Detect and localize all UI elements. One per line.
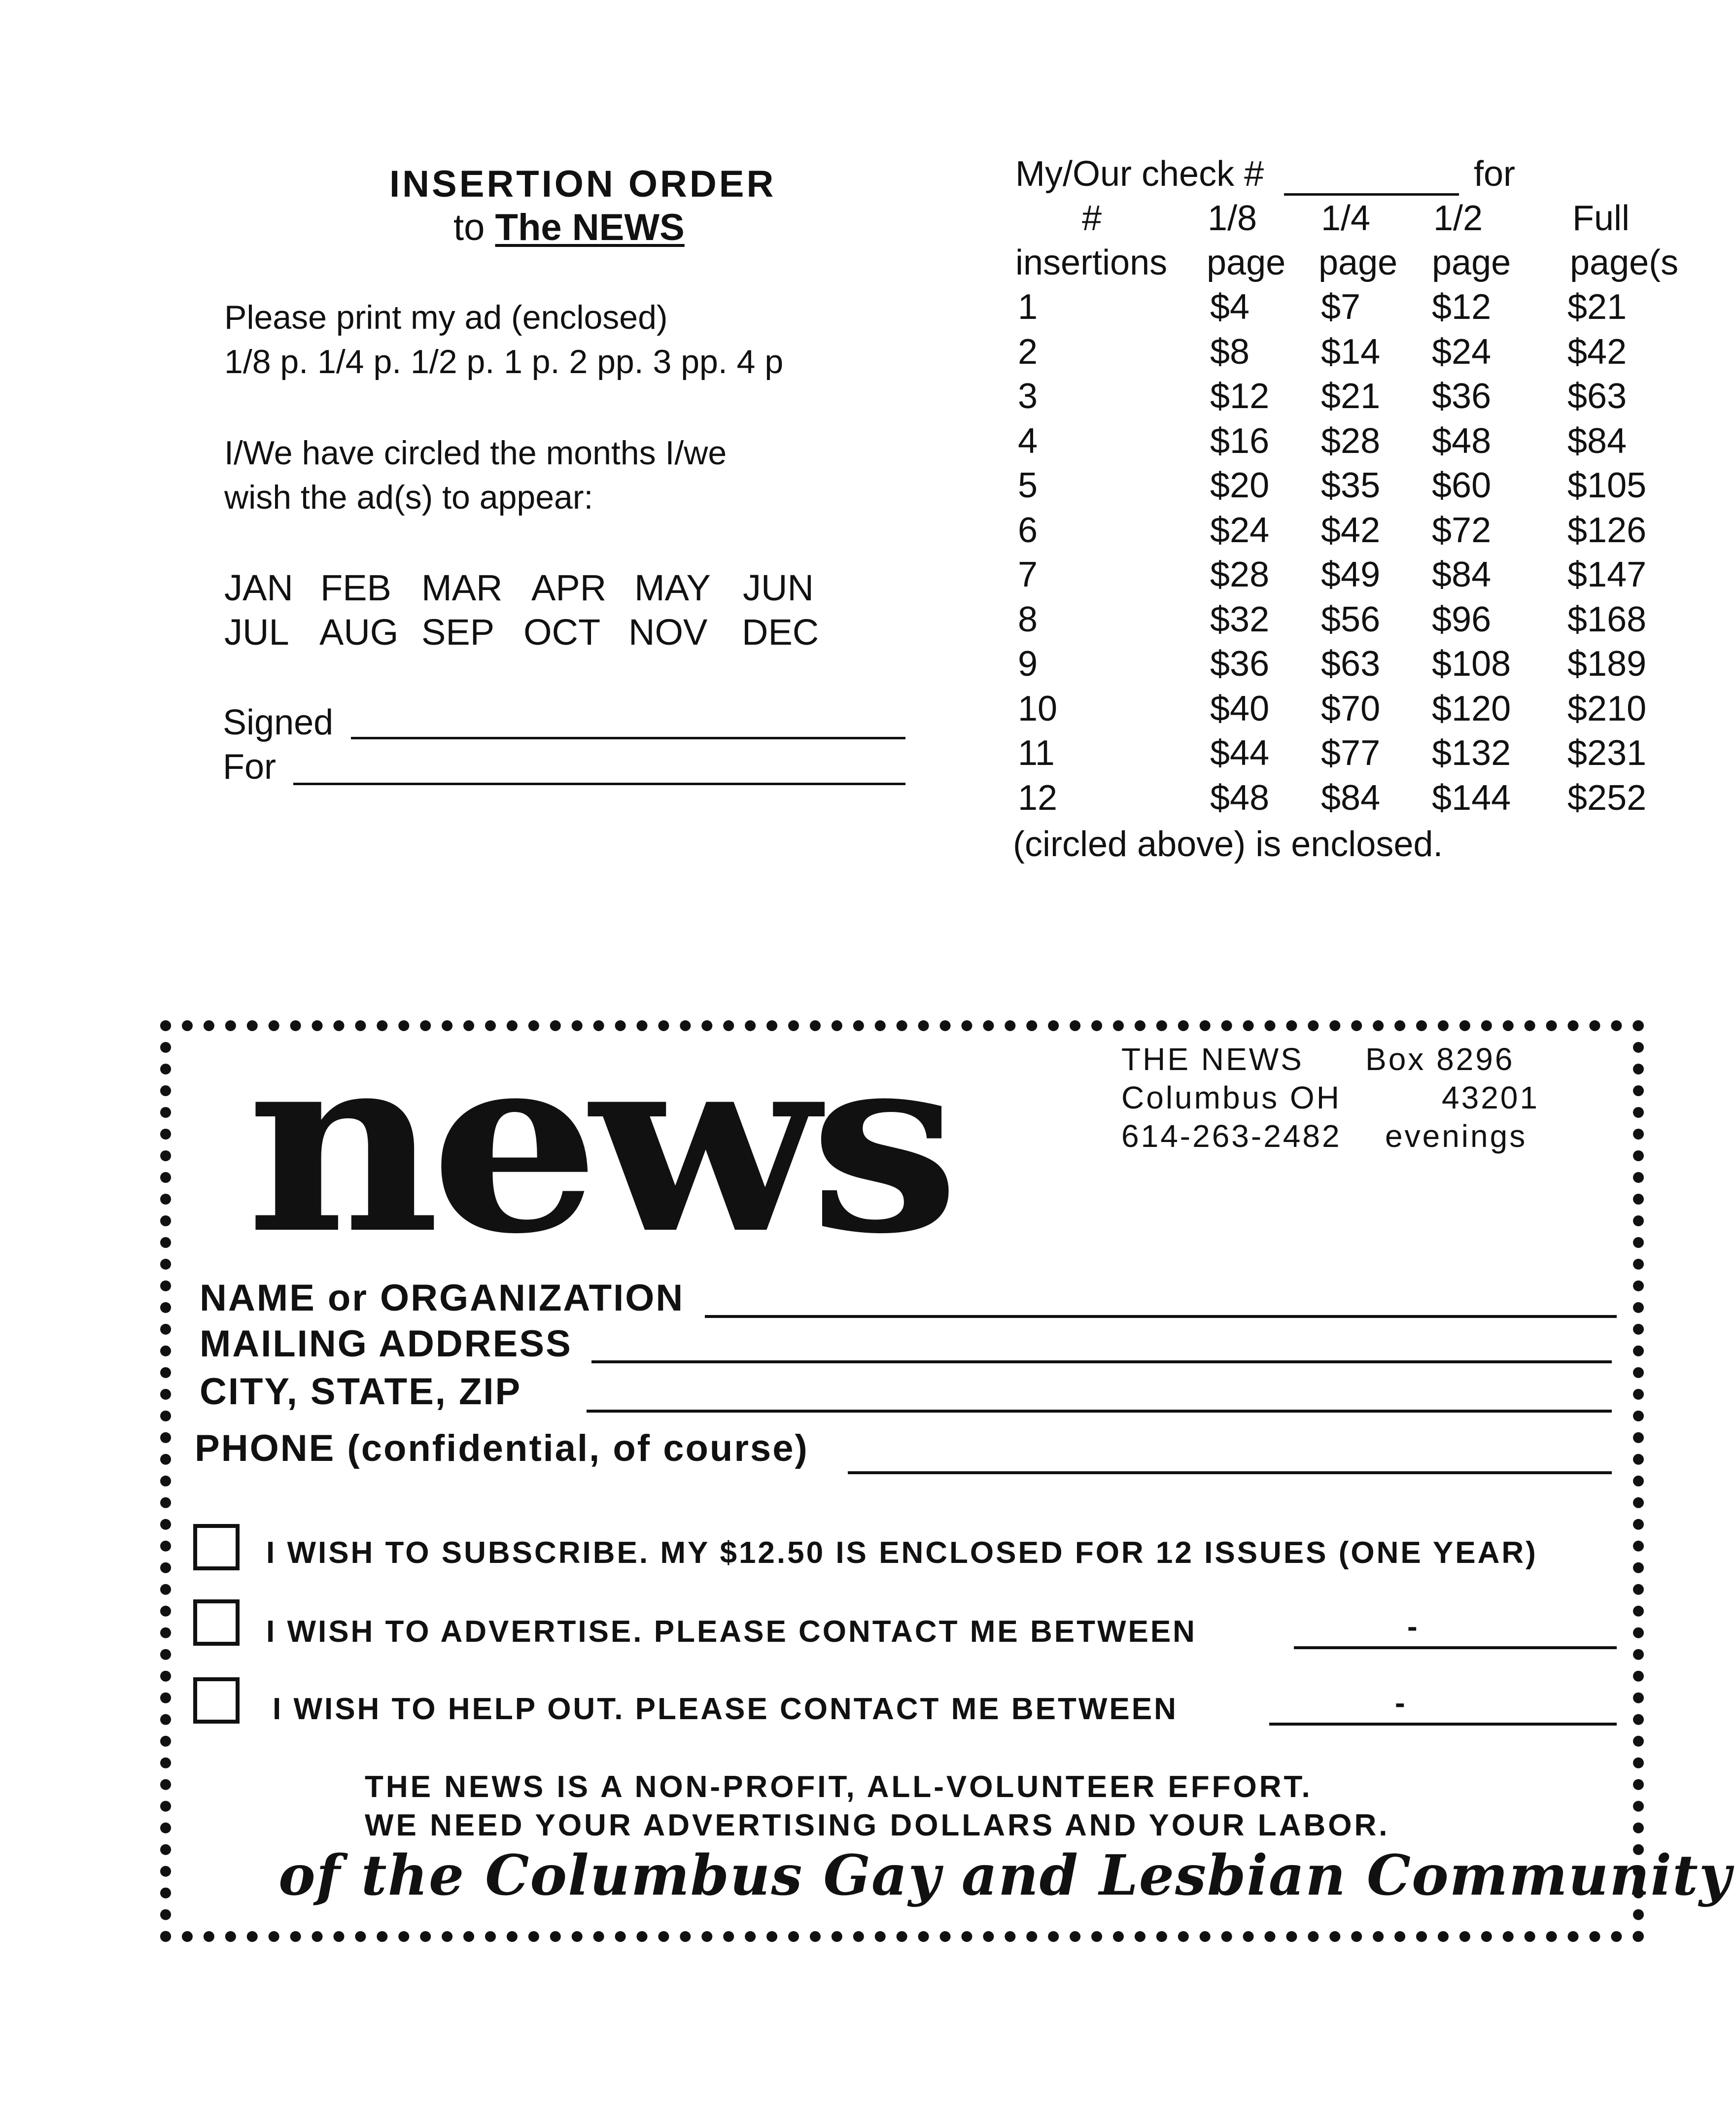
insertion-order-recipient: [453, 206, 685, 249]
rate-price: $105: [1567, 466, 1647, 505]
rate-price: $49: [1321, 555, 1381, 594]
city-state-zip-label: CITY, STATE, ZIP: [200, 1371, 522, 1413]
rate-price: $44: [1210, 733, 1270, 773]
rate-price: $120: [1432, 689, 1511, 728]
rate-price: $252: [1567, 778, 1647, 818]
rate-price: $56: [1321, 599, 1381, 639]
rate-table-footer: (circled above) is enclosed.: [1013, 825, 1443, 864]
rate-header-cell: page(s: [1570, 243, 1679, 282]
help-time-dash: -: [1395, 1686, 1405, 1720]
news-logo: news: [246, 999, 950, 1288]
rate-price: $60: [1432, 466, 1492, 505]
insertion-count: 8: [1018, 599, 1038, 639]
community-tagline: of the Columbus Gay and Lesbian Community: [278, 1843, 1732, 1908]
insertion-count: 12: [1018, 778, 1058, 818]
insertion-count: 2: [1018, 332, 1038, 372]
rate-price: $132: [1432, 733, 1511, 773]
address-line-2b: 43201: [1442, 1080, 1539, 1115]
rate-price: $21: [1321, 377, 1381, 416]
month-option[interactable]: OCT: [523, 612, 601, 653]
insertion-count: 10: [1018, 689, 1058, 728]
month-option[interactable]: JUL: [224, 612, 289, 653]
rate-price: $84: [1432, 555, 1492, 594]
month-option[interactable]: NOV: [628, 612, 708, 653]
address-line-3b: evenings: [1385, 1118, 1528, 1154]
name-field[interactable]: [705, 1315, 1617, 1318]
mailing-address-field[interactable]: [591, 1360, 1612, 1363]
rate-price: $84: [1321, 778, 1381, 818]
rate-price: $63: [1321, 644, 1381, 684]
help-time-field[interactable]: [1269, 1723, 1617, 1726]
rate-price: $63: [1567, 377, 1627, 416]
rate-price: $108: [1432, 644, 1511, 684]
rate-price: $84: [1567, 421, 1627, 461]
rate-price: $12: [1432, 287, 1492, 327]
insertion-count: 1: [1018, 287, 1038, 327]
nonprofit-note-line2: WE NEED YOUR ADVERTISING DOLLARS AND YOUR LABOR.: [365, 1808, 1390, 1842]
rate-header-cell: insertions: [1015, 243, 1168, 282]
rate-price: $28: [1321, 421, 1381, 461]
insertion-count: 11: [1018, 733, 1055, 773]
check-number-line[interactable]: [1284, 193, 1459, 196]
rate-price: $77: [1321, 733, 1381, 773]
help-option-label: I WISH TO HELP OUT. PLEASE CONTACT ME BETWEEN: [273, 1692, 1178, 1726]
subscribe-option-label: I WISH TO SUBSCRIBE. MY $12.50 IS ENCLOSED FOR 12 ISSUES (ONE YEAR): [266, 1536, 1538, 1570]
rate-price: $96: [1432, 599, 1492, 639]
rate-price: $36: [1210, 644, 1270, 684]
insertion-count: 9: [1018, 644, 1038, 684]
insertion-count: 4: [1018, 421, 1038, 461]
rate-price: $126: [1567, 510, 1647, 550]
address-line-2a: Columbus OH: [1121, 1080, 1341, 1115]
rate-price: $32: [1210, 599, 1270, 639]
month-option[interactable]: DEC: [742, 612, 819, 653]
rate-price: $48: [1210, 778, 1270, 818]
month-option[interactable]: FEB: [320, 567, 391, 608]
rate-price: $210: [1567, 689, 1647, 728]
rate-price: $144: [1432, 778, 1511, 818]
insertion-count: 7: [1018, 555, 1038, 594]
months-instruction-line2: wish the ad(s) to appear:: [224, 479, 593, 516]
rate-price: $7: [1321, 287, 1361, 327]
rate-price: $42: [1321, 510, 1381, 550]
rate-price: $168: [1567, 599, 1647, 639]
insertion-count: 6: [1018, 510, 1038, 550]
rate-price: $21: [1567, 287, 1627, 327]
rate-header-cell: 1/4: [1321, 199, 1371, 238]
address-line-3a: 614-263-2482: [1121, 1118, 1342, 1154]
city-state-zip-field[interactable]: [587, 1410, 1612, 1413]
insertion-order-title: INSERTION ORDER: [389, 163, 776, 205]
rate-price: $20: [1210, 466, 1270, 505]
rate-header-cell: 1/8: [1208, 199, 1257, 238]
rate-price: $16: [1210, 421, 1270, 461]
for-label: For: [223, 747, 276, 787]
rate-price: $40: [1210, 689, 1270, 728]
rate-price: $24: [1432, 332, 1492, 372]
rate-header-cell: page: [1432, 243, 1511, 282]
month-option[interactable]: MAY: [634, 567, 711, 608]
rate-header-cell: Full: [1572, 199, 1630, 238]
rate-header-cell: page: [1207, 243, 1286, 282]
month-option[interactable]: JUN: [743, 567, 814, 608]
rate-price: $147: [1567, 555, 1647, 594]
rate-price: $28: [1210, 555, 1270, 594]
name-label: NAME or ORGANIZATION: [200, 1277, 685, 1319]
rate-price: $4: [1210, 287, 1250, 327]
nonprofit-note-line1: THE NEWS IS A NON-PROFIT, ALL-VOLUNTEER EFFORT.: [365, 1770, 1313, 1804]
rate-header-cell: page: [1319, 243, 1398, 282]
rate-price: $35: [1321, 466, 1381, 505]
ad-size-options[interactable]: 1/8 p. 1/4 p. 1/2 p. 1 p. 2 pp. 3 pp. 4 p: [224, 343, 784, 381]
to-prefix: to: [453, 207, 485, 248]
rate-price: $42: [1567, 332, 1627, 372]
signed-label: Signed: [223, 703, 334, 742]
rate-price: $231: [1567, 733, 1647, 773]
rate-header-cell: 1/2: [1433, 199, 1483, 238]
rate-price: $8: [1210, 332, 1250, 372]
address-line-1b: Box 8296: [1365, 1041, 1515, 1077]
month-option[interactable]: APR: [531, 567, 607, 608]
to-name: The NEWS: [495, 207, 685, 248]
months-instruction-line1: I/We have circled the months I/we: [224, 434, 727, 472]
address-line-1a: THE NEWS: [1121, 1041, 1304, 1077]
rate-price: $48: [1432, 421, 1492, 461]
rate-price: $36: [1432, 377, 1492, 416]
rate-price: $70: [1321, 689, 1381, 728]
month-option[interactable]: JAN: [224, 567, 293, 608]
check-suffix: for: [1474, 154, 1516, 194]
mailing-address-label: MAILING ADDRESS: [200, 1323, 572, 1365]
month-option[interactable]: SEP: [421, 612, 495, 653]
advertise-option-label: I WISH TO ADVERTISE. PLEASE CONTACT ME BETWEEN: [266, 1615, 1197, 1649]
for-line[interactable]: [293, 783, 905, 785]
print-ad-line: Please print my ad (enclosed): [224, 299, 668, 336]
help-checkbox[interactable]: [193, 1677, 240, 1724]
rate-price: $12: [1210, 377, 1270, 416]
rate-header-cell: #: [1082, 199, 1102, 238]
phone-field[interactable]: [848, 1471, 1612, 1474]
rate-price: $24: [1210, 510, 1270, 550]
insertion-count: 5: [1018, 466, 1038, 505]
advertise-checkbox[interactable]: [193, 1599, 240, 1646]
phone-label: PHONE (confidential, of course): [195, 1427, 809, 1469]
signed-line[interactable]: [351, 737, 905, 739]
month-option[interactable]: MAR: [421, 567, 503, 608]
advertise-time-dash: -: [1407, 1610, 1418, 1644]
month-option[interactable]: AUG: [319, 612, 399, 653]
check-prefix: My/Our check #: [1015, 154, 1264, 194]
rate-price: $72: [1432, 510, 1492, 550]
insertion-count: 3: [1018, 377, 1038, 416]
rate-price: $189: [1567, 644, 1647, 684]
advertise-time-field[interactable]: [1294, 1646, 1617, 1649]
subscribe-checkbox[interactable]: [193, 1524, 240, 1570]
rate-price: $14: [1321, 332, 1381, 372]
